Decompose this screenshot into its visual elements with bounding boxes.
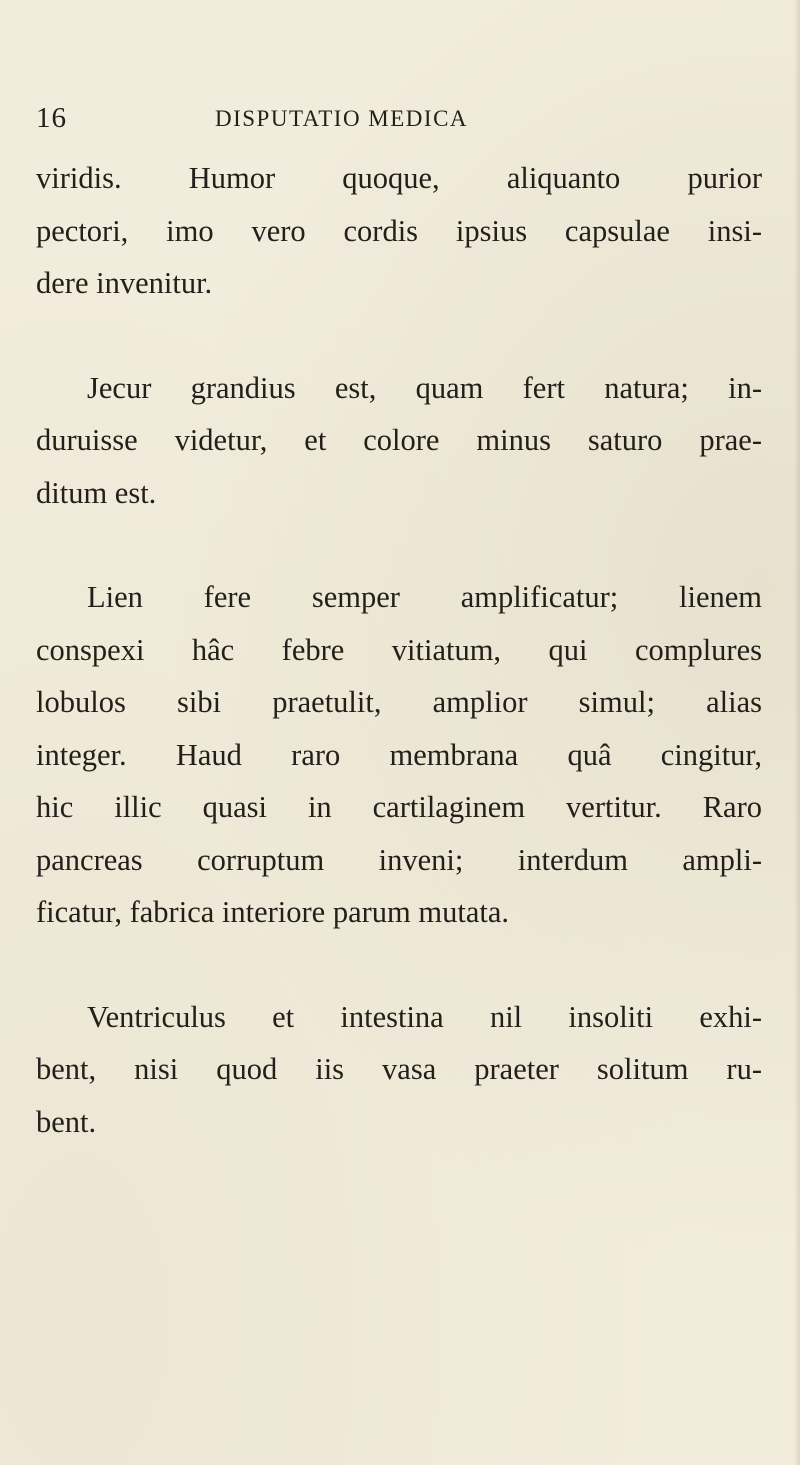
text-line: hic illic quasi in cartilaginem vertitur. Raro	[36, 790, 762, 824]
paragraph-2	[36, 362, 762, 520]
text-line: integer. Haud raro membrana quâ cingitur,	[36, 737, 762, 772]
page-edge-shadow	[794, 0, 800, 1465]
text-line: ditum est.	[36, 475, 157, 510]
running-title: DISPUTATIO MEDICA	[215, 106, 469, 131]
text-line: Jecur grandius est, quam fert natura; in-	[87, 370, 762, 405]
paragraph-3	[36, 571, 762, 939]
text-line: dere invenitur.	[36, 266, 213, 300]
text-line: lobulos sibi praetulit, amplior simul; alias	[36, 685, 762, 719]
text-line: Lien fere semper amplificatur; lienem	[87, 580, 762, 614]
paragraph-1	[36, 152, 762, 310]
text-line: pancreas corruptum inveni; interdum ampli-	[36, 842, 762, 877]
text-line: bent, nisi quod iis vasa praeter solitum ru-	[36, 1052, 762, 1086]
text-line: duruisse videtur, et colore minus saturo prae-	[36, 423, 762, 457]
body-text	[36, 152, 762, 1200]
paragraph-4	[36, 991, 762, 1149]
page-header	[0, 102, 800, 142]
text-line: conspexi hâc febre vitiatum, qui complures	[36, 632, 762, 667]
text-line: Ventriculus et intestina nil insoliti exhi-	[87, 999, 762, 1034]
text-line: ficatur, fabrica interiore parum mutata.	[36, 895, 509, 929]
text-line: viridis. Humor quoque, aliquanto purior	[36, 161, 762, 195]
page-number: 16	[36, 102, 67, 134]
text-line: pectori, imo vero cordis ipsius capsulae insi-	[36, 213, 762, 248]
text-line: bent.	[36, 1104, 97, 1139]
